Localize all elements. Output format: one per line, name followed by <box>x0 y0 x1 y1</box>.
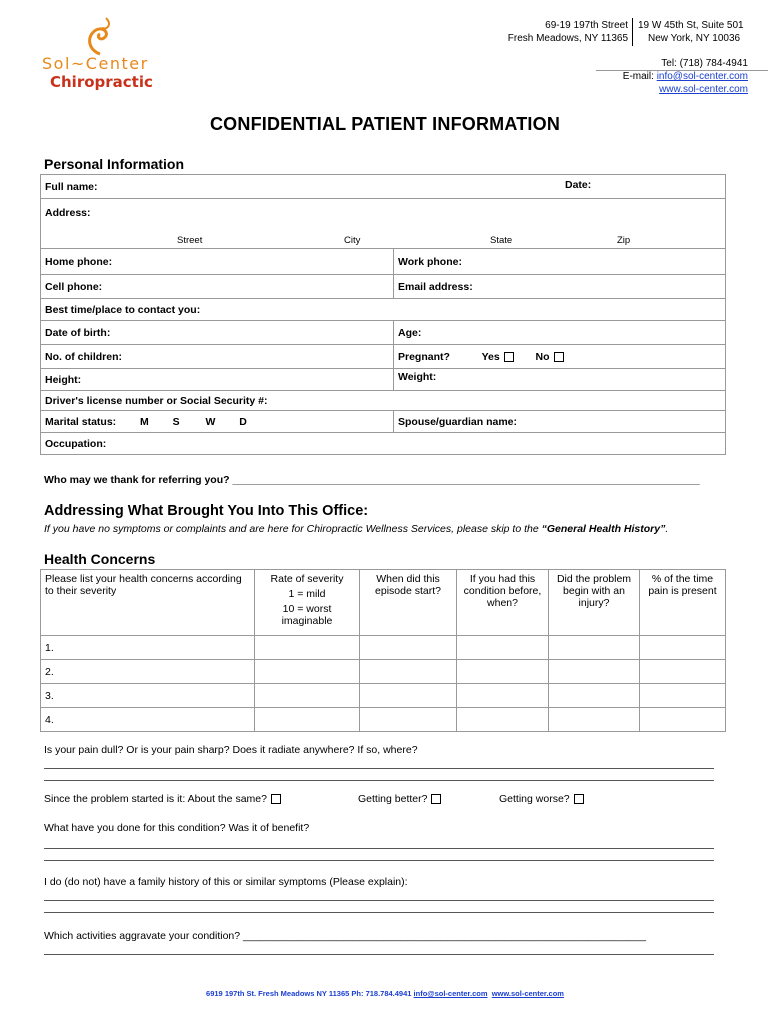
address-field[interactable] <box>41 199 726 249</box>
treatment-answer-line-1[interactable] <box>44 848 714 849</box>
since-label: Since the problem started is it: About the same? <box>44 793 267 805</box>
email-address-label: Email address: <box>398 280 473 293</box>
address-2-line1: 19 W 45th St, Suite 501 <box>638 20 744 31</box>
family-answer-line-1[interactable] <box>44 900 714 901</box>
home-phone-label: Home phone: <box>45 255 113 268</box>
col-concerns-header: Please list your health concerns according to their severity <box>41 570 255 636</box>
license-label: Driver's license number or Social Security #: <box>45 394 268 407</box>
dob-label: Date of birth: <box>45 326 111 339</box>
best-time-field[interactable] <box>41 299 726 321</box>
percent-cell[interactable] <box>640 684 726 708</box>
episode-cell[interactable] <box>360 660 457 684</box>
general-health-link-text: “General Health History” <box>541 523 666 535</box>
zip-caption: Zip <box>617 235 631 246</box>
pregnant-label: Pregnant? <box>398 350 450 363</box>
age-label: Age: <box>398 326 422 339</box>
marital-s-option[interactable]: S <box>172 415 180 428</box>
marital-field <box>41 411 394 433</box>
height-label: Height: <box>45 373 82 386</box>
health-heading: Health Concerns <box>44 551 156 567</box>
row-number[interactable]: 1. <box>41 636 255 660</box>
sun-swirl-icon <box>82 16 118 56</box>
telephone: Tel: (718) 784-4941 <box>661 58 748 69</box>
office-note-text: If you have no symptoms or complaints and are here for Chiropractic Wellness Services, please skip to the <box>44 523 542 535</box>
injury-cell[interactable] <box>549 684 640 708</box>
date-label: Date: <box>565 179 592 191</box>
percent-cell[interactable] <box>640 636 726 660</box>
footer <box>0 989 770 998</box>
work-phone-field[interactable] <box>394 249 726 275</box>
episode-cell[interactable] <box>360 636 457 660</box>
email-label: E-mail: <box>622 71 657 82</box>
marital-w-option[interactable]: W <box>205 415 216 428</box>
before-cell[interactable] <box>457 684 549 708</box>
footer-text: 6919 197th St. Fresh Meadows NY 11365 Ph: 718.784.4941 <box>206 989 414 998</box>
occupation-field[interactable] <box>41 433 726 455</box>
office-heading: Addressing What Brought You Into This Office: <box>44 503 369 519</box>
table-row <box>41 708 726 732</box>
episode-cell[interactable] <box>360 684 457 708</box>
before-cell[interactable] <box>457 636 549 660</box>
injury-cell[interactable] <box>549 708 640 732</box>
worse-label: Getting worse? <box>499 793 570 805</box>
pain-answer-line-1[interactable] <box>44 768 714 769</box>
health-concerns-table <box>40 569 726 732</box>
treatment-question: What have you done for this condition? Was it of benefit? <box>44 822 310 834</box>
city-caption: City <box>344 235 361 246</box>
row-number[interactable]: 3. <box>41 684 255 708</box>
office-note <box>44 523 744 535</box>
severity-line2: 1 = mild <box>288 588 326 600</box>
page-title: CONFIDENTIAL PATIENT INFORMATION <box>209 114 561 134</box>
better-checkbox[interactable] <box>431 794 441 804</box>
col-before-header: If you had this condition before, when? <box>457 570 549 636</box>
since-question <box>44 793 281 805</box>
office-note-end: . <box>665 523 669 535</box>
spouse-label: Spouse/guardian name: <box>398 415 518 428</box>
age-field[interactable] <box>394 321 726 345</box>
injury-cell[interactable] <box>549 660 640 684</box>
row-number[interactable]: 2. <box>41 660 255 684</box>
height-field[interactable] <box>41 369 394 391</box>
marital-d-option[interactable]: D <box>239 415 247 428</box>
personal-info-table <box>40 174 726 455</box>
occupation-label: Occupation: <box>45 437 107 450</box>
address-divider <box>632 18 633 46</box>
header-rule <box>596 70 768 71</box>
street-caption: Street <box>177 235 203 246</box>
logo-line1: Sol~Center <box>42 54 149 73</box>
full-name-label: Full name: <box>45 180 98 193</box>
pregnant-yes-checkbox[interactable] <box>504 352 514 362</box>
personal-heading: Personal Information <box>44 156 185 172</box>
severity-cell[interactable] <box>255 636 360 660</box>
activities-answer-line[interactable] <box>44 954 714 955</box>
col-injury-header: Did the problem begin with an injury? <box>549 570 640 636</box>
family-question: I do (do not) have a family history of this or similar symptoms (Please explain): <box>44 876 408 888</box>
col-percent-header: % of the time pain is present <box>640 570 726 636</box>
marital-m-option[interactable]: M <box>140 415 149 428</box>
address-label: Address: <box>45 207 91 219</box>
weight-field[interactable] <box>394 369 726 391</box>
col-severity-header <box>255 570 360 636</box>
better-label: Getting better? <box>358 793 428 805</box>
activities-question[interactable]: Which activities aggravate your condition? _____________________________________________________________________ <box>44 930 646 942</box>
before-cell[interactable] <box>457 708 549 732</box>
pregnant-field <box>394 345 726 369</box>
table-row <box>41 636 726 660</box>
full-name-field[interactable] <box>41 175 726 199</box>
website-link[interactable]: www.sol-center.com <box>659 84 748 95</box>
pain-answer-line-2[interactable] <box>44 780 714 781</box>
percent-cell[interactable] <box>640 708 726 732</box>
email-link[interactable]: info@sol-center.com <box>656 71 748 82</box>
address-1-line1: 69-19 197th Street <box>545 20 628 31</box>
severity-cell[interactable] <box>255 684 360 708</box>
cell-phone-field[interactable] <box>41 275 394 299</box>
col-episode-header: When did this episode start? <box>360 570 457 636</box>
severity-cell[interactable] <box>255 708 360 732</box>
email-line <box>520 70 748 83</box>
logo <box>40 14 170 94</box>
footer-email-link[interactable]: info@sol-center.com <box>413 989 488 998</box>
logo-line2: Chiropractic <box>50 73 153 91</box>
percent-cell[interactable] <box>640 660 726 684</box>
address-location-2 <box>638 19 768 45</box>
severity-line1: Rate of severity <box>270 573 344 585</box>
work-phone-label: Work phone: <box>398 255 462 268</box>
treatment-answer-line-2[interactable] <box>44 860 714 861</box>
email-address-field[interactable] <box>394 275 726 299</box>
state-caption: State <box>490 235 513 246</box>
spouse-field[interactable] <box>394 411 726 433</box>
address-2-line2: New York, NY 10036 <box>648 33 741 44</box>
children-label: No. of children: <box>45 350 122 363</box>
injury-cell[interactable] <box>549 636 640 660</box>
better-option <box>358 793 441 805</box>
severity-cell[interactable] <box>255 660 360 684</box>
dob-field[interactable] <box>41 321 394 345</box>
pregnant-no-label: No <box>535 350 550 363</box>
footer-website-link[interactable]: www.sol-center.com <box>491 989 564 998</box>
cell-phone-label: Cell phone: <box>45 280 103 293</box>
worse-checkbox[interactable] <box>574 794 584 804</box>
severity-line3: 10 = worst imaginable <box>281 603 333 627</box>
best-time-label: Best time/place to contact you: <box>45 303 201 316</box>
pregnant-no-checkbox[interactable] <box>554 352 564 362</box>
episode-cell[interactable] <box>360 708 457 732</box>
family-answer-line-2[interactable] <box>44 912 714 913</box>
row-number[interactable]: 4. <box>41 708 255 732</box>
table-row <box>41 660 726 684</box>
marital-label: Marital status: <box>45 415 117 428</box>
table-row <box>41 684 726 708</box>
worse-option <box>499 793 584 805</box>
address-location-1 <box>440 19 628 45</box>
pain-question: Is your pain dull? Or is your pain sharp? Does it radiate anywhere? If so, where? <box>44 744 418 756</box>
same-checkbox[interactable] <box>271 794 281 804</box>
pregnant-yes-label: Yes <box>481 350 500 363</box>
contact-block <box>520 57 748 96</box>
children-field[interactable] <box>41 345 394 369</box>
referral-question[interactable]: Who may we thank for referring you? ________________________________________________________________________________ <box>44 474 700 486</box>
before-cell[interactable] <box>457 660 549 684</box>
license-field[interactable] <box>41 391 726 411</box>
home-phone-field[interactable] <box>41 249 394 275</box>
weight-label: Weight: <box>398 371 437 383</box>
address-1-line2: Fresh Meadows, NY 11365 <box>507 33 628 44</box>
